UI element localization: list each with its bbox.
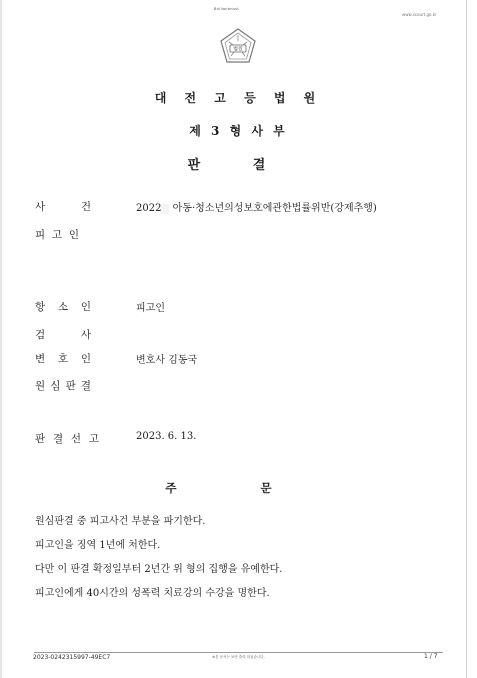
field-label-prosecutor: 검 사 [35,329,91,341]
division-name: 제 3 형 사 부 [189,124,288,138]
order-line: 다만 이 판결 확정일부터 2년간 위 형의 집행을 유예한다. [35,564,283,575]
order-line: 피고인에게 40시간의 성폭력 치료강의 수강을 명한다. [35,588,270,599]
court-emblem-icon [218,27,258,67]
redaction-mark [161,204,169,214]
order-heading: 주 문 [165,481,312,495]
order-line: 원심판결 중 피고사건 부분을 파기한다. [35,516,206,527]
field-label-attorney: 변 호 인 [35,353,91,365]
emblem-label: 법원 [233,46,243,53]
document-id: 2023-0242315997-49EC7 [33,654,111,661]
field-label-original-judgment: 원 심 판 결 [35,380,91,392]
security-notice: ※본 문서는 보안 출력 되었습니다. [212,655,265,659]
court-name: 대 전 고 등 법 원 [154,91,323,105]
field-label-appellant: 항 소 인 [35,301,91,313]
top-security-mark: Brilliantmust [214,7,239,11]
field-label-sentencing-date: 판 결 선 고 [35,433,99,445]
field-value-attorney: 변호사 김동국 [136,355,198,366]
top-url: www.scourt.go.kr [402,12,437,17]
page-number: 1 / 7 [424,653,438,660]
field-value-case: 2022 아동·청소년의성보호에관한법률위반(강제추행) [136,203,377,214]
document-type: 판 결 [187,158,290,173]
field-label-defendant: 피 고 인 [35,229,79,241]
field-value-appellant: 피고인 [136,303,165,314]
field-value-sentencing-date: 2023. 6. 13. [136,431,197,442]
order-line: 피고인을 징역 1년에 처한다. [35,540,161,551]
field-label-case: 사 건 [35,201,91,213]
footer-divider [34,652,443,653]
